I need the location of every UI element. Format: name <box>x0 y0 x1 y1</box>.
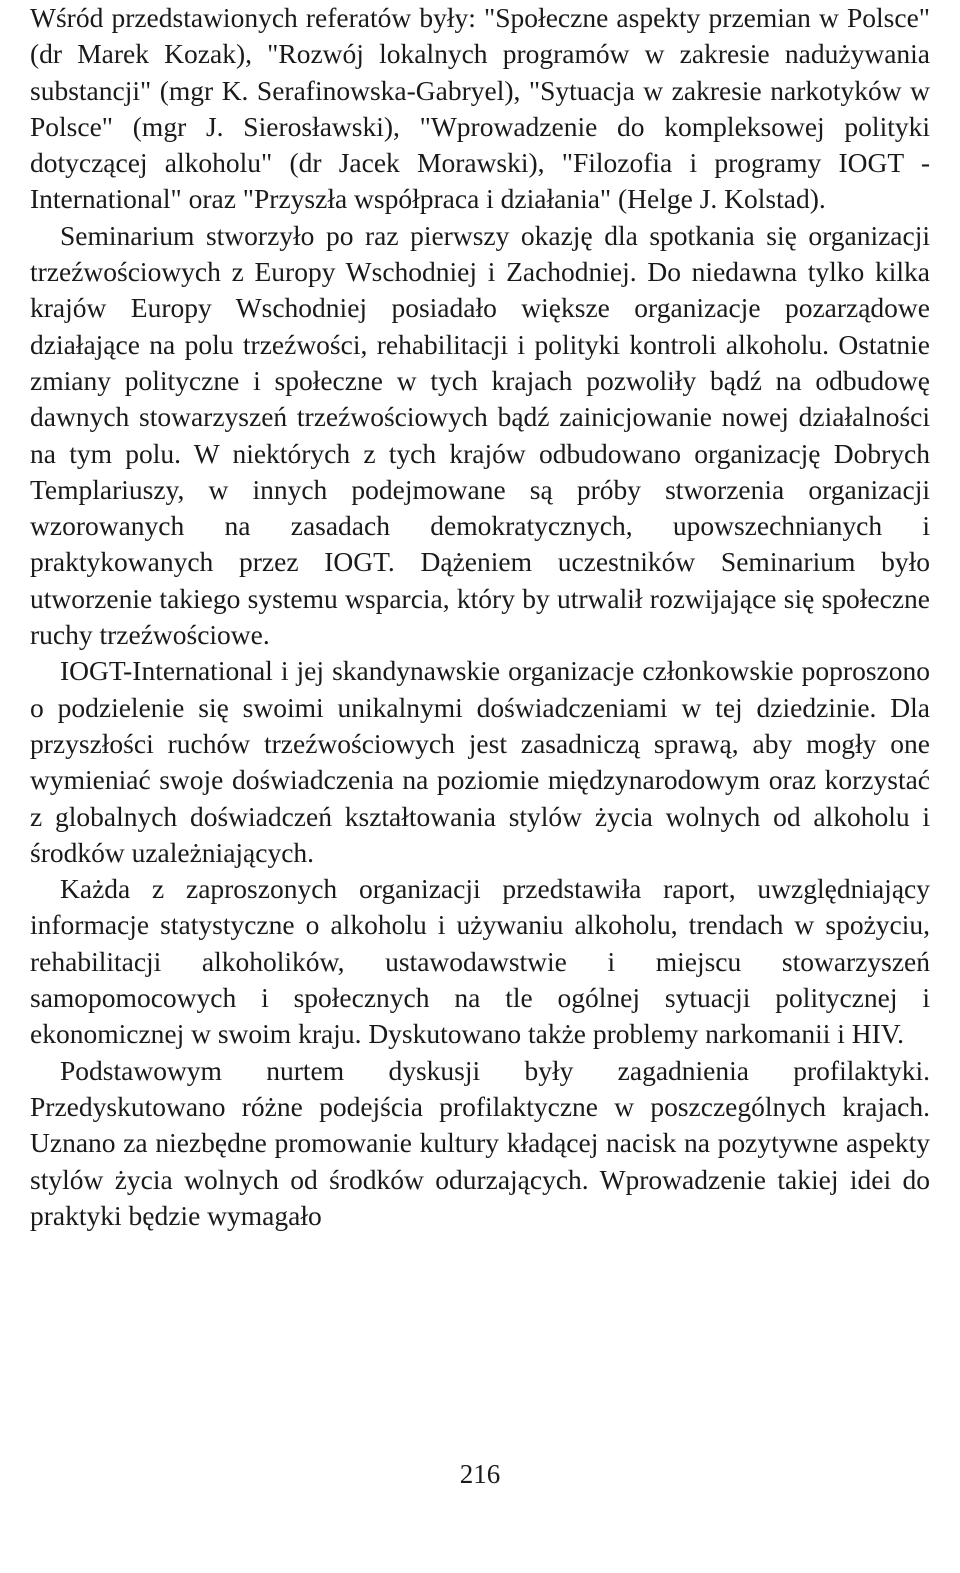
paragraph-profilaktyka: Podstawowym nurtem dyskusji były zagadnienia profilaktyki. Przedyskutowano różne podejścia profilaktyczne w poszczególnych krajach. Uznano za niezbędne promowanie kultury kładącej nacisk na pozytywne aspekty stylów życia wolnych od środków odurzających. Wprowadzenie takiej idei do praktyki będzie wymagało <box>30 1054 930 1231</box>
paragraph-iogt: IOGT-International i jej skandynawskie organizacje członkowskie poproszono o podzielenie się swoimi unikalnymi doświadczeniami w tej dziedzinie. Dla przyszłości ruchów trzeźwościowych jest zasadniczą sprawą, aby mogły one wymieniać swoje doświadczenia na poziomie międzynarodowym oraz korzystać z globalnych doświadczeń kształtowania stylów życia wolnych od alkoholu i środków uzależniających. <box>30 655 930 868</box>
paragraph-raport: Każda z zaproszonych organizacji przedstawiła raport, uwzględniający informacje statystyczne o alkoholu i używaniu alkoholu, trendach w spożyciu, rehabilitacji alkoholików, ustawodawstwie i miejscu stowarzyszeń samopomocowych i społecznych na tle ogólnej sytuacji politycznej i ekonomicznej w swoim kraju. Dyskutowano także problemy narkomanii i HIV. <box>30 873 930 1050</box>
paragraph-seminarium: Seminarium stworzyło po raz pierwszy okazję dla spotkania się organizacji trzeźwościowych z Europy Wschodniej i Zachodniej. Do niedawna tylko kilka krajów Europy Wschodniej posiadało większe organizacje pozarządowe działające na polu trzeźwości, rehabilitacji i polityki kontroli alkoholu. Ostatnie zmiany polityczne i społeczne w tych krajach pozwoliły bądź na odbudowę dawnych stowarzyszeń trzeźwościowych bądź zainicjowanie nowej działalności na tym polu. W niektórych z tych krajów odbudowano organizację Dobrych Templariuszy, w innych podejmowane są próby stworzenia organizacji wzorowanych na zasadach demokratycznych, upowszechnianych i praktykowanych przez IOGT. Dążeniem uczestników Seminarium było utworzenie takiego systemu wsparcia, który by utrwalił rozwijające się społeczne ruchy trzeźwościowe. <box>30 219 930 651</box>
paragraph-referaty: Wśród przedstawionych referatów były: "Społeczne aspekty przemian w Polsce" (dr Marek Kozak), "Rozwój lokalnych programów w zakresie nadużywania substancji" (mgr K. Serafinowska-Gabryel), "Sytuacja w zakresie narkotyków w Polsce" (mgr J. Sierosławski), "Wprowadzenie do kompleksowej polityki dotyczącej alkoholu" (dr Jacek Morawski), "Filozofia i programy IOGT - International" oraz "Przyszła współpraca i działania" (Helge J. Kolstad). <box>30 2 930 215</box>
page-number: 216 <box>459 1459 501 1489</box>
body-text <box>30 0 930 1234</box>
